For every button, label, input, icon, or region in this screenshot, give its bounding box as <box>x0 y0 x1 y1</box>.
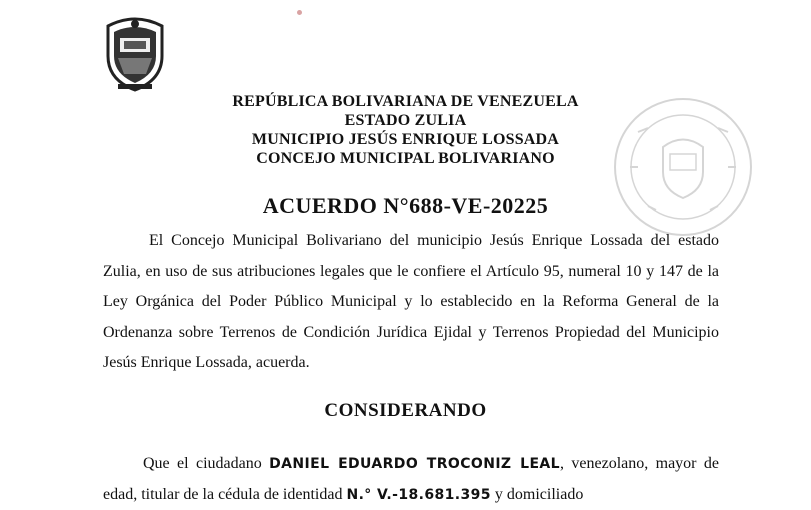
document-header <box>0 92 811 168</box>
ink-dot-mark <box>297 10 302 15</box>
header-council: CONCEJO MUNICIPAL BOLIVARIANO <box>256 150 555 167</box>
para-tail: y domiciliado <box>490 485 584 503</box>
section-heading: CONSIDERANDO <box>324 400 487 421</box>
citizen-name: DANIEL EDUARDO TROCONIZ LEAL <box>269 456 560 472</box>
header-municipality: MUNICIPIO JESÚS ENRIQUE LOSSADA <box>251 131 560 148</box>
para-mid: , venezolano, mayor de edad, titular de la cédula de identidad <box>103 455 720 503</box>
citizen-id: N.° V.-18.681.395 <box>346 486 491 503</box>
para-lead: Que el ciudadano <box>143 455 270 472</box>
header-state: ESTADO ZULIA <box>344 112 467 129</box>
coat-of-arms-icon <box>100 14 170 94</box>
header-country: REPÚBLICA BOLIVARIANA DE VENEZUELA <box>232 93 579 110</box>
intro-paragraph: El Concejo Municipal Bolivariano del municipio Jesús Enrique Lossada del estado Zulia, en uso de sus atribuciones legales que le confiere el Artículo 95, numeral 10 y 147 de la Ley Orgánica del Poder Público Municipal y lo establecido en la Reforma General de la Ordenanza sobre Terrenos de Condición Jurídica Ejidal y Terrenos Propiedad del Municipio Jesús Enrique Lossada, acuerda. <box>103 232 719 371</box>
considerando-paragraph <box>103 449 719 510</box>
document-title: ACUERDO N°688-VE-20225 <box>262 193 549 218</box>
